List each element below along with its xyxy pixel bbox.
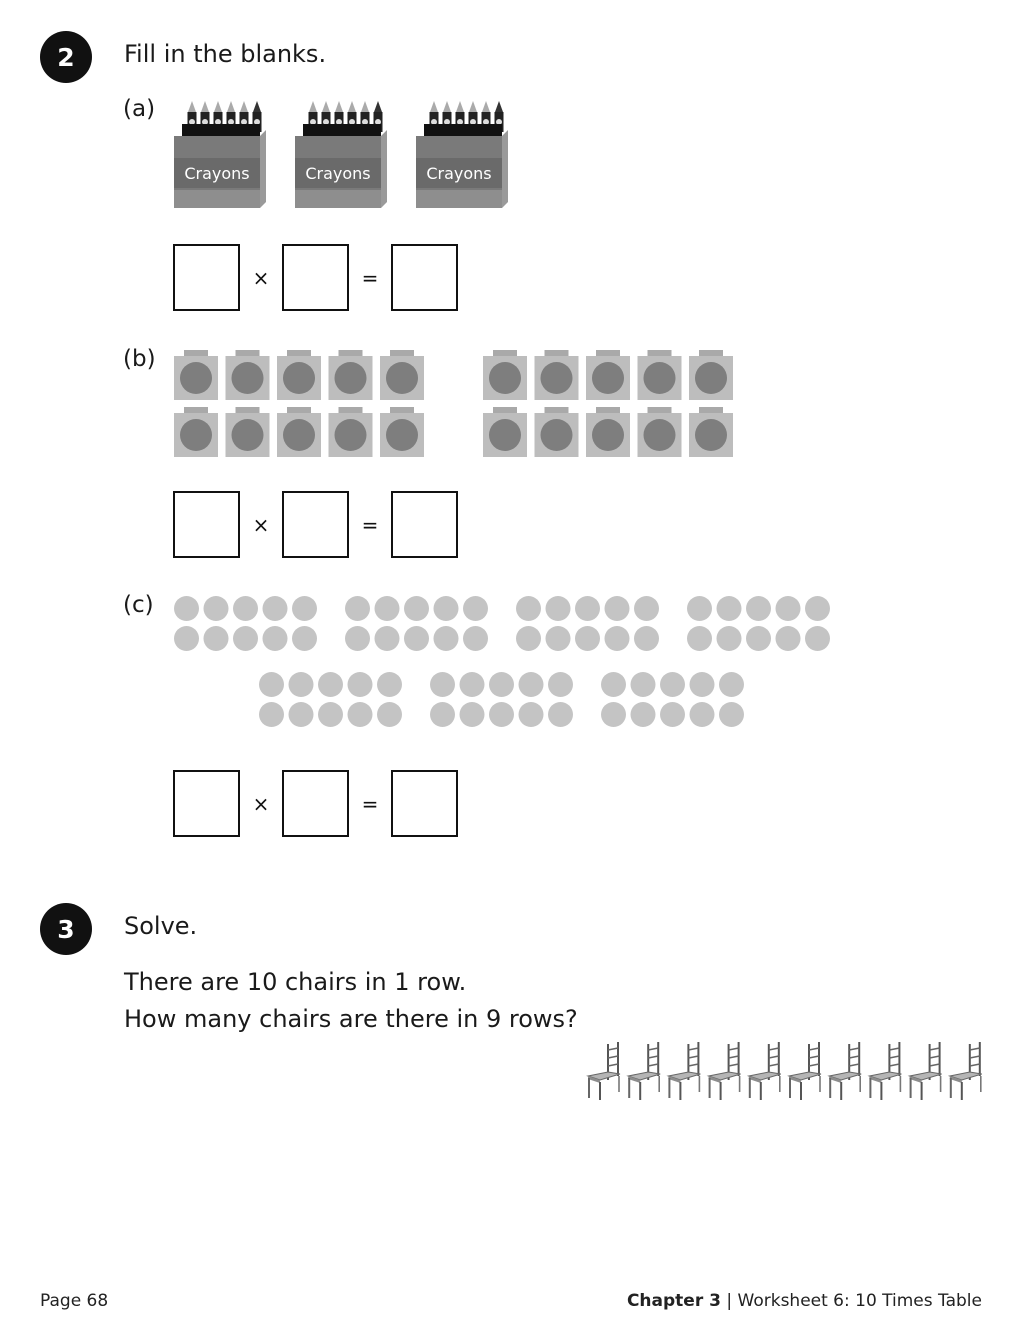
question-number-2 xyxy=(40,31,92,83)
counter xyxy=(259,702,284,727)
counter xyxy=(434,596,459,621)
answer-box-a-3[interactable] xyxy=(391,244,458,311)
problem-line-1: There are 10 chairs in 1 row. xyxy=(124,968,467,996)
counter xyxy=(263,626,288,651)
question-3-instruction: Solve. xyxy=(124,912,198,940)
counters-illustration xyxy=(170,592,840,732)
counter xyxy=(687,626,712,651)
counter xyxy=(318,702,343,727)
crayon-box xyxy=(416,101,508,208)
counter xyxy=(805,596,830,621)
counter xyxy=(345,626,370,651)
counter xyxy=(601,672,626,697)
worksheet-title: Worksheet 6: 10 Times Table xyxy=(737,1291,982,1311)
counter xyxy=(575,596,600,621)
equals-sign: = xyxy=(361,791,379,816)
counter xyxy=(174,596,199,621)
cubes-illustration xyxy=(172,348,737,460)
chair xyxy=(709,1042,741,1100)
crayon-box-label: Crayons xyxy=(305,164,371,183)
chair xyxy=(668,1042,700,1100)
counter xyxy=(519,672,544,697)
cube xyxy=(638,407,682,457)
counter xyxy=(631,702,656,727)
answer-box-b-3[interactable] xyxy=(391,491,458,558)
counter xyxy=(660,672,685,697)
answer-box-c-2[interactable] xyxy=(282,770,349,837)
crayon-box xyxy=(295,101,387,208)
chair xyxy=(628,1042,660,1100)
counter xyxy=(348,702,373,727)
cube xyxy=(174,350,218,400)
counter xyxy=(489,672,514,697)
counter xyxy=(204,626,229,651)
counter xyxy=(292,596,317,621)
equation-b xyxy=(173,491,458,558)
counter xyxy=(546,596,571,621)
equals-sign: = xyxy=(361,512,379,537)
cube xyxy=(689,350,733,400)
answer-box-a-2[interactable] xyxy=(282,244,349,311)
chapter-label: Chapter 3 xyxy=(626,1291,721,1311)
counter xyxy=(318,672,343,697)
cube xyxy=(483,407,527,457)
counter xyxy=(660,702,685,727)
cube xyxy=(689,407,733,457)
question-number-3 xyxy=(40,903,92,955)
crayon-box xyxy=(174,101,266,208)
counter xyxy=(575,626,600,651)
cube xyxy=(535,350,579,400)
cube xyxy=(586,407,630,457)
chair xyxy=(749,1042,781,1100)
problem-line-2: How many chairs are there in 9 rows? xyxy=(124,1005,578,1033)
counter xyxy=(404,596,429,621)
counter xyxy=(463,626,488,651)
counter xyxy=(717,626,742,651)
counter xyxy=(776,626,801,651)
cube xyxy=(226,407,270,457)
counter xyxy=(601,702,626,727)
counter xyxy=(289,702,314,727)
cube xyxy=(535,407,579,457)
chair xyxy=(588,1042,620,1100)
counter xyxy=(233,596,258,621)
counter xyxy=(434,626,459,651)
cube xyxy=(277,407,321,457)
page-number: Page 68 xyxy=(40,1291,109,1311)
cube-groups xyxy=(172,348,737,460)
counter xyxy=(174,626,199,651)
counter xyxy=(546,626,571,651)
counter xyxy=(516,596,541,621)
counter xyxy=(548,672,573,697)
counter xyxy=(690,702,715,727)
counter xyxy=(345,596,370,621)
counter xyxy=(404,626,429,651)
chair xyxy=(950,1042,982,1100)
counter xyxy=(204,596,229,621)
times-sign: × xyxy=(252,791,270,816)
chair xyxy=(829,1042,861,1100)
counter xyxy=(719,702,744,727)
equation-c xyxy=(173,770,458,837)
counter xyxy=(690,672,715,697)
equation-a xyxy=(173,244,458,311)
counter xyxy=(548,702,573,727)
cube xyxy=(586,350,630,400)
chairs-row xyxy=(584,1040,988,1102)
counter xyxy=(605,596,630,621)
footer-chapter-info xyxy=(627,1291,982,1311)
counter xyxy=(519,702,544,727)
counter xyxy=(233,626,258,651)
counter xyxy=(805,626,830,651)
counter xyxy=(289,672,314,697)
counter xyxy=(263,596,288,621)
answer-box-b-2[interactable] xyxy=(282,491,349,558)
crayon-box-label: Crayons xyxy=(184,164,250,183)
cube xyxy=(483,350,527,400)
counter xyxy=(687,596,712,621)
counter xyxy=(719,672,744,697)
question-2-instruction: Fill in the blanks. xyxy=(124,40,327,68)
counter xyxy=(460,702,485,727)
chair xyxy=(789,1042,821,1100)
counter xyxy=(516,626,541,651)
question-number-text: 2 xyxy=(57,42,75,72)
counter xyxy=(489,702,514,727)
equals-sign: = xyxy=(361,265,379,290)
crayon-boxes xyxy=(172,98,522,210)
counter xyxy=(430,702,455,727)
counter xyxy=(375,596,400,621)
counter xyxy=(746,626,771,651)
chair xyxy=(869,1042,901,1100)
part-c-label: (c) xyxy=(123,592,154,618)
footer-separator: | xyxy=(726,1291,733,1311)
counter xyxy=(259,672,284,697)
answer-box-c-1[interactable] xyxy=(173,770,240,837)
counter xyxy=(348,672,373,697)
counter xyxy=(634,596,659,621)
counter xyxy=(377,672,402,697)
counter xyxy=(463,596,488,621)
counter xyxy=(776,596,801,621)
cube xyxy=(174,407,218,457)
crayon-box-label: Crayons xyxy=(426,164,492,183)
answer-box-c-3[interactable] xyxy=(391,770,458,837)
counter xyxy=(605,626,630,651)
times-sign: × xyxy=(252,512,270,537)
counter xyxy=(634,626,659,651)
chair xyxy=(910,1042,942,1100)
counter xyxy=(377,702,402,727)
counter xyxy=(430,672,455,697)
part-a-label: (a) xyxy=(123,96,156,122)
counter xyxy=(460,672,485,697)
cube xyxy=(277,350,321,400)
cube xyxy=(380,407,424,457)
question-number-text: 3 xyxy=(57,914,75,944)
counter-groups xyxy=(170,592,840,732)
times-sign: × xyxy=(252,265,270,290)
cube xyxy=(638,350,682,400)
part-b-label: (b) xyxy=(123,346,156,372)
cube xyxy=(329,350,373,400)
cube xyxy=(329,407,373,457)
crayon-boxes-illustration xyxy=(172,98,522,210)
chairs-illustration xyxy=(584,1040,988,1102)
answer-box-a-1[interactable] xyxy=(173,244,240,311)
answer-box-b-1[interactable] xyxy=(173,491,240,558)
cube xyxy=(226,350,270,400)
counter xyxy=(746,596,771,621)
cube xyxy=(380,350,424,400)
counter xyxy=(292,626,317,651)
counter xyxy=(375,626,400,651)
counter xyxy=(717,596,742,621)
counter xyxy=(631,672,656,697)
